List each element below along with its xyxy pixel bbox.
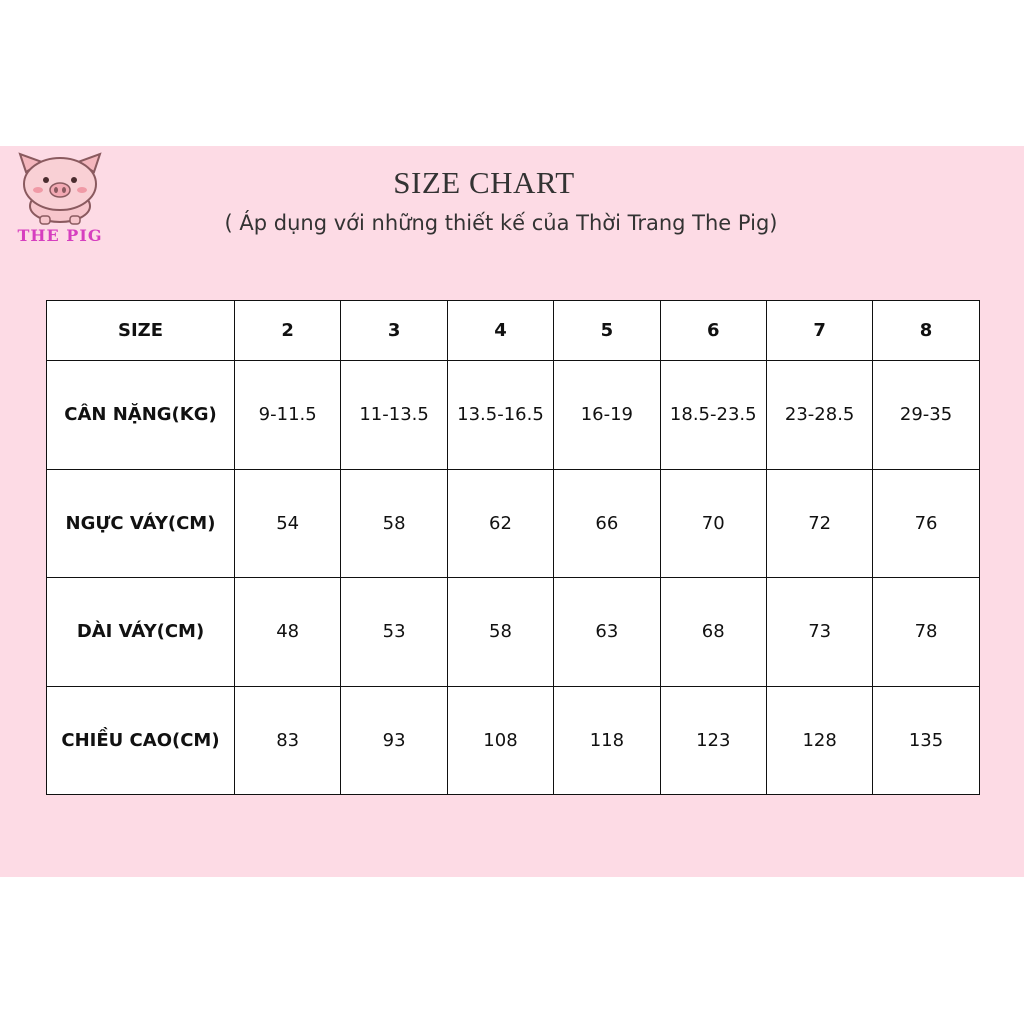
page-title	[0, 165, 1024, 201]
table-header-row	[47, 301, 980, 361]
table-cell: 83	[235, 686, 341, 795]
size-chart-table	[46, 300, 980, 795]
header-size-cell: 8	[873, 301, 979, 361]
table-cell: 135	[873, 686, 979, 795]
table-cell: 58	[341, 469, 447, 578]
table-cell: 68	[660, 578, 766, 687]
header-size-cell: 7	[766, 301, 872, 361]
table-cell: 53	[341, 578, 447, 687]
table-cell: 70	[660, 469, 766, 578]
table-cell: 118	[554, 686, 660, 795]
table-cell: 13.5-16.5	[447, 361, 553, 470]
table-cell: 63	[554, 578, 660, 687]
table-cell: 128	[766, 686, 872, 795]
table-cell: 108	[447, 686, 553, 795]
header-size-cell: 4	[447, 301, 553, 361]
table-row-height	[47, 686, 980, 795]
table-row-chest	[47, 469, 980, 578]
row-label: DÀI VÁY(CM)	[47, 578, 235, 687]
header-size-cell: 6	[660, 301, 766, 361]
page-title-text: SIZE CHART	[393, 165, 575, 200]
page-subtitle	[0, 211, 1024, 235]
table-cell: 11-13.5	[341, 361, 447, 470]
table-cell: 9-11.5	[235, 361, 341, 470]
row-label: CÂN NẶNG(KG)	[47, 361, 235, 470]
table-cell: 48	[235, 578, 341, 687]
table-cell: 29-35	[873, 361, 979, 470]
table-cell: 16-19	[554, 361, 660, 470]
table-cell: 72	[766, 469, 872, 578]
table-cell: 76	[873, 469, 979, 578]
table-cell: 62	[447, 469, 553, 578]
header-size-cell: 3	[341, 301, 447, 361]
brand-logo-text: THE PIG	[17, 226, 103, 245]
table-cell: 66	[554, 469, 660, 578]
table-cell: 58	[447, 578, 553, 687]
table-cell: 18.5-23.5	[660, 361, 766, 470]
page-subtitle-text: ( Áp dụng với những thiết kế của Thời Trang The Pig)	[224, 211, 778, 235]
table-cell: 54	[235, 469, 341, 578]
table-cell: 78	[873, 578, 979, 687]
table-row-weight	[47, 361, 980, 470]
row-label: CHIỀU CAO(CM)	[47, 686, 235, 795]
table-cell: 123	[660, 686, 766, 795]
table-cell: 93	[341, 686, 447, 795]
row-label: NGỰC VÁY(CM)	[47, 469, 235, 578]
header-size-cell: 2	[235, 301, 341, 361]
header-size-label: SIZE	[47, 301, 235, 361]
table-row-length	[47, 578, 980, 687]
table-cell: 73	[766, 578, 872, 687]
table-cell: 23-28.5	[766, 361, 872, 470]
header-size-cell: 5	[554, 301, 660, 361]
